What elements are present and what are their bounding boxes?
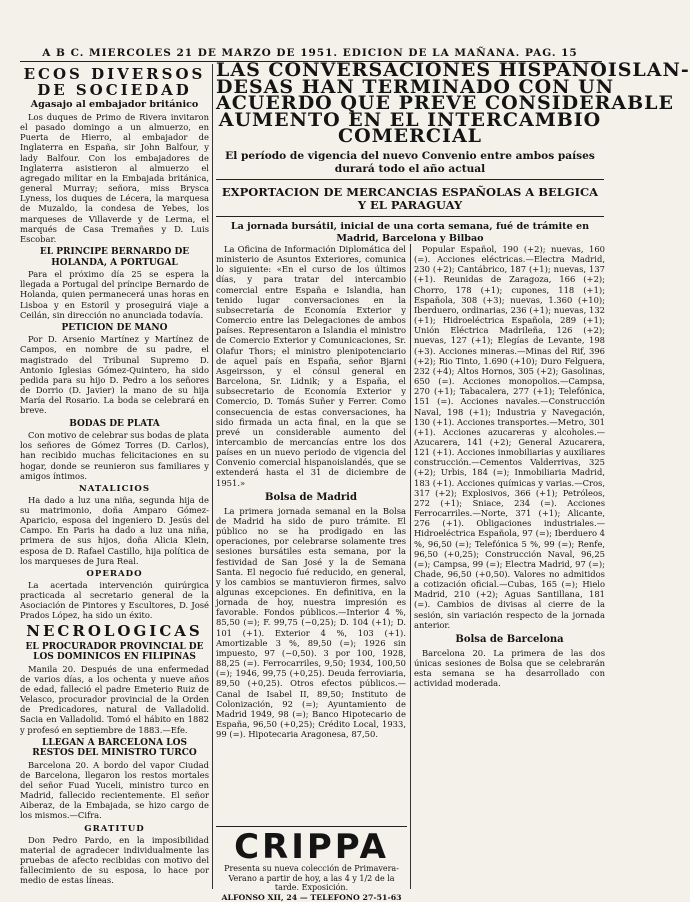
- text-cotizaciones: Popular Español, 190 (+2); nuevas, 160 (=). Acciones eléctricas.—Electra Madrid, 230 (+2); Cantábrico, 187 (+1); nuevas, 137 (+1). Reunidas de Zaragoza, 166 (+2); Chorro, 178 (+1); cupones, 118 (+1); Española, 308 (+3); nuevas, 1.360 (+10); Iberduero, ordinarias, 236 (+1); nuevas, 132 (+1); Hidroeléctrica Española, 289 (+1); Unión Eléctrica Madrileña, 126 (+2); nuevas, 127 (+1); Elegías de Levante, 198 (+3). Acciones mineras.—Minas del Rif, 396 (+2); Rio Tinto, 1.690 (+10); Duro Felguera, 232 (+4); Altos Hornos, 305 (+2); Gasolinas, 650 (=). Acciones monopolios.—Campsa, 270 (+1); Tabacalera, 277 (+1); Telefónica, 151 (=). Acciones navales.—Construcción Naval, 198 (+1); Industria y Navegación, 130 (+1). Acciones transportes.—Metro, 301 (+1). Acciones azucareras y alcoholes.—Azucarera, 141 (+2); General Azucarera, 121 (+1). Acciones inmobiliarias y auxiliares construcción.—Cementos Valderrivas, 325 (+2); Urbis, 184 (=); Inmobiliaria Madrid, 183 (+1). Acciones químicas y varias.—Cros, 317 (+2); Explosivos, 366 (+1); Petróleos, 272 (+1); Sniace, 234 (=). Acciones Ferrocarriles.—Norte, 371 (+1); Alicante, 276 (+1). Obligaciones industriales.—Hidroeléctrica Española, 97 (=); Iberduero 4 %, 96,50 (=); Telefónica 5 %, 99 (=); Renfe, 96,50 (+0,25); Construcción Naval, 96,25 (=); Campsa, 99 (=); Electra Madrid, 97 (=); Chade, 96,50 (+0,50). Valores no admitidos a cotización oficial.—Cubas, 165 (=); Hielo Madrid, 210 (+2); Aguas Santillana, 181 (=). Cambios de divisas al cierre de la sesión, sin variación respecto de la jornada anterior.: [414, 244, 605, 630]
- section-title-ecos: ECOS DIVERSOS DE SOCIEDAD: [23, 65, 206, 99]
- heading-principe: EL PRINCIPE BERNARDO DE HOLANDA, A PORTUGAL: [39, 247, 190, 268]
- heading-bodas: BODAS DE PLATA: [69, 418, 160, 429]
- deck-rule: [216, 179, 604, 180]
- headline-line: COMERCIAL: [337, 125, 483, 147]
- headline-line: AUMENTO EN EL INTERCAMBIO: [218, 108, 602, 131]
- column-2: [216, 244, 406, 740]
- ad-brand-name: CRIPPA: [234, 827, 389, 867]
- headline-line: DESAS HAN TERMINADO CON UN: [216, 75, 615, 98]
- running-head: A B C. MIERCOLES 21 DE MARZO DE 1951. EDICION DE LA MAÑANA. PAG. 15: [42, 47, 578, 59]
- column-divider-2: [410, 244, 411, 889]
- heading-peticion: PETICION DE MANO: [61, 322, 168, 333]
- column-3: [414, 244, 605, 892]
- text-principe: Para el próximo día 25 se espera la llegada a Portugal del príncipe Bernardo de Holanda, quien permanecerá unas horas en Lisboa y en Estoril y proseguirá viaje a Ceilán, sin dirección no anunciada todavía.: [20, 269, 209, 320]
- crippa-advertisement: [216, 827, 407, 902]
- text-bolsa-barcelona: Barcelona 20. La primera de las dos únicas sesiones de Bolsa que se celebrarán esta semana se ha desarrollado con actividad moderada.: [414, 647, 605, 689]
- export-subheadline: EXPORTACION DE MERCANCIAS ESPAÑOLAS A BELGICA Y EL PARAGUAY: [221, 184, 599, 212]
- subhead-rule: [216, 216, 604, 217]
- text-gratitud: Don Pedro Pardo, en la imposibilidad material de agradecer individualmente las pruebas de afecto recibidas con motivo del fallecimiento de su esposa, lo hace por medio de estas líneas.: [20, 834, 209, 886]
- bolsa-deck: La jornada bursátil, inicial de una corta semana, fué de trámite en Madrid, Barcelona y Bilbao: [230, 220, 590, 244]
- text-bolsa-madrid: La primera jornada semanal en la Bolsa de Madrid ha sido de puro trámite. El público no se ha prodigado en las operaciones, por celebrarse solamente tres sesiones bursátiles esta semana, por la festividad de San José y la de Semana Santa. El negocio fué reducido, en general, y los cambios se mantuvieron firmes, salvo algunas excepciones. En definitiva, en la jornada de hoy, nuestra impresión es favorable. Fondos públicos.—Interior 4 %, 85,50 (=); F. 99,75 (−0,25); D. 104 (+1); D. 101 (+1). Exterior 4 %, 103 (+1). Amortizable 3 %, 89,50 (=); 1926 sin impuesto, 97 (−0,50). 3 por 100, 1928, 88,25 (=). Ferrocarriles, 9,50; 1934, 100,50 (=); 1946, 99,75 (+0,25). Deuda ferroviaria, 89,50 (+0,25). Otros efectos públicos.—Canal de Isabel II, 89,50; Instituto de Colonización, 92 (=); Ayuntamiento de Madrid 1949, 98 (=); Banco Hipotecario de España, 96,50 (+0,25); Crédito Local, 1933, 99 (=). Hipotecaria Aragonesa, 87,50.: [216, 505, 406, 740]
- lead-story-header: [216, 59, 690, 245]
- column-1: [20, 64, 209, 889]
- text-peticion: Por D. Arsenio Martínez y Martínez de Campos, en nombre de su padre, el magistrado del Tribunal Supremo D. Antonio Iglesias Gómez-Quintero, ha sido pedida para su hijo D. Pedro a los señores de Dorrio (D. Javier) la mano de su hija María del Rosario. La boda se celebrará en breve.: [20, 334, 209, 416]
- text-agasajo: Los duques de Primo de Rivera invitaron el pasado domingo a un almuerzo, en Puerta de Hierro, al embajador de Inglaterra en España, sir John Balfour, y lady Balfour. Con los embajadores de Inglaterra asistieron al almuerzo el agregado militar en la Embajada británica, general Murray; señora, miss Brysca Lyness, los duques de Lécera, la marquesa de Muzaldo, la condesa de Yebes, los marqueses de Villaverde y de Lerma, el marqués de Casa Tremañes y D. Luis Escobar.: [20, 112, 209, 244]
- main-headline: [216, 59, 690, 147]
- ad-contact: ALFONSO XII, 24 — TELEFONO 27-51-63: [221, 892, 402, 902]
- heading-operado: OPERADO: [86, 568, 143, 579]
- text-operado: La acertada intervención quirúrgica practicada al secretario general de la Asociación de Pintores y Escultores, D. José Prados López, ha sido un éxito.: [20, 579, 209, 621]
- text-bodas: Con motivo de celebrar sus bodas de plata los señores de Gómez Torres (D. Carlos), han recibido muchas felicitaciones en su hogar, donde se reunieron sus familiares y amigos íntimos.: [20, 430, 209, 481]
- headline-deck: El período de vigencia del nuevo Convenio entre ambos países durará todo el año actual: [225, 149, 595, 175]
- heading-bolsa-barcelona: Bolsa de Barcelona: [455, 633, 564, 645]
- heading-gratitud: GRATITUD: [84, 823, 145, 834]
- heading-ministro-turco: LLEGAN A BARCELONA LOS RESTOS DEL MINISTRO TURCO: [32, 737, 197, 759]
- headline-line: ACUERDO QUE PREVE CONSIDERABLE: [216, 92, 675, 114]
- heading-natalicios: NATALICIOS: [78, 483, 151, 494]
- column-divider-1: [212, 64, 213, 889]
- text-natalicios: Ha dado a luz una niña, segunda hija de su matrimonio, doña Amparo Gómez-Aparicio, esposa del ingeniero D. Jesús del Campo. En Paris ha dado a luz una niña, primera de sus hijos, doña Alicia Klein, esposa de D. Rafael Castillo, hija política de los marqueses de Jura Real.: [20, 494, 209, 566]
- text-procurador: Manila 20. Después de una enfermedad de varios días, a los ochenta y nueve años de edad, falleció el padre Emeterio Ruiz de Velasco, procurador provincial de la Orden de Predicadores, natural de Valladolid. Sacia en Valladolid. Tomó el hábito en 1882 y profesó en septiembre de 1883.—Efe.: [20, 663, 209, 735]
- headline-line: LAS CONVERSACIONES HISPANOISLAN-: [216, 59, 690, 81]
- text-ministro-turco: Barcelona 20. A bordo del vapor Ciudad de Barcelona, llegaron los restos mortales del señor Fuad Yuceli, ministro turco en Madrid, fallecido recientemente. El señor Aiberaz, de la Embajada, se hizo cargo de los mismos.—Cifra.: [20, 759, 209, 821]
- heading-procurador: EL PROCURADOR PROVINCIAL DE LOS DOMINICOS EN FILIPINAS: [25, 641, 204, 663]
- section-title-necrologicas: NECROLOGICAS: [26, 621, 203, 640]
- heading-agasajo: Agasajo al embajador británico: [30, 99, 199, 110]
- ad-text: Presenta su nueva colección de Primavera-Verano a partir de hoy, a las 4 y 1/2 de la tarde. Exposición.: [224, 864, 399, 892]
- heading-bolsa-madrid: Bolsa de Madrid: [265, 491, 357, 503]
- text-convenio: La Oficina de Información Diplomática del ministerio de Asuntos Exteriores, comunica lo siguiente: «En el curso de los últimos días, y para tratar del intercambio comercial entre España e Islandia, han tenido lugar conversaciones en la subsecretaría de Economía Exterior y Comercio entre las Delegaciones de ambos países. Representaron a Islandia el ministro de Comercio Exterior y Comunicaciones, Sr. Olafur Thors; el ministro plenipotenciario de aquel país en España, señor Bjarni Asgeirsson, y el cónsul general en Barcelona, Sr. Lidnik; y a España, el subsecretario de Economía Exterior y Comercio, D. Tomás Suñer y Ferrer. Como consecuencia de estas conversaciones, ha sido firmada un acta final, en la que se prevé un considerable aumento del intercambio de mercancías entre los dos países en un nuevo periodo de vigencia del Convenio comercial hispanoislandés, que se extenderá hasta el 31 de diciembre de 1951.»: [216, 244, 406, 488]
